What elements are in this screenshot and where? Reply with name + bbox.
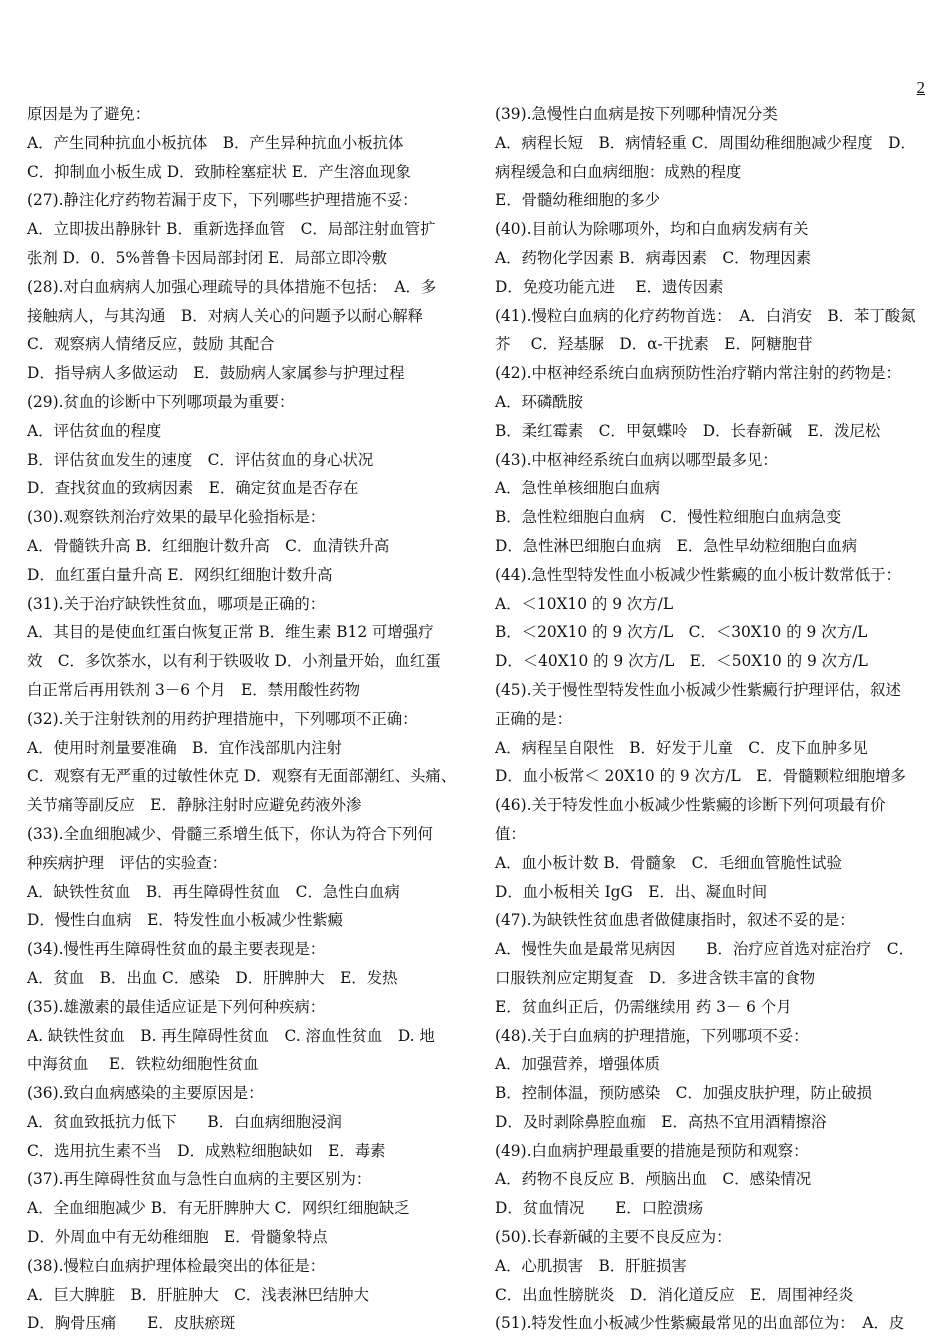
text-line: C．出血性膀胱炎 D．消化道反应 E．周围神经炎 (495, 1285, 854, 1304)
text-line: 值： (495, 824, 526, 843)
text-line: D．＜40X10 的 9 次方/L E．＜50X10 的 9 次方/L (495, 652, 868, 671)
text-line: (32).关于注射铁剂的用药护理措施中，下列哪项不正确： (27, 709, 418, 728)
text-line: A．心肌损害 B．肝脏损害 (495, 1256, 687, 1275)
text-line: (49).白血病护理最重要的措施是预防和观察： (495, 1141, 809, 1160)
text-line: (29).贫血的诊断中下列哪项最为重要： (27, 392, 295, 411)
text-line: A．病程呈自限性 B．好发于儿童 C．皮下血肿多见 (495, 738, 868, 757)
text-line: (35).雄激素的最佳适应证是下列何种疾病： (27, 997, 326, 1016)
text-line: D．慢性白血病 E．特发性血小板减少性紫癜 (27, 911, 343, 930)
text-line: D．及时剥除鼻腔血痂 E．高热不宜用酒精擦浴 (495, 1112, 827, 1131)
text-line: D．外周血中有无幼稚细胞 E．骨髓象特点 (27, 1228, 328, 1247)
text-line: (33).全血细胞减少、骨髓三系增生低下，你认为符合下列何 (27, 824, 433, 843)
text-line: 种疾病护理 评估的实验查： (27, 853, 228, 872)
text-line: (37).再生障碍性贫血与急性白血病的主要区别为： (27, 1170, 372, 1189)
text-line: (40).目前认为除哪项外，均和白血病发病有关 (495, 220, 809, 239)
text-line: (46).关于特发性血小板减少性紫癜的诊断下列何项最有价 (495, 796, 886, 815)
text-line: A．环磷酰胺 (495, 392, 584, 411)
text-line: A．使用时剂量要准确 B．宜作浅部肌内注射 (27, 738, 342, 757)
text-line: A．血小板计数 B．骨髓象 C．毛细血管脆性试验 (495, 853, 842, 872)
text-line: 张剂 D．0．5%普鲁卡因局部封闭 E．局部立即冷敷 (27, 248, 387, 267)
text-line: A．产生同种抗血小板抗体 B．产生异种抗血小板抗体 (27, 133, 404, 152)
text-line: A．急性单核细胞白血病 (495, 479, 661, 498)
text-line: 原因是为了避免： (27, 105, 151, 123)
text-line: 中海贫血 E．铁粒幼细胞性贫血 (27, 1055, 259, 1074)
text-line: (31).关于治疗缺铁性贫血，哪项是正确的： (27, 594, 326, 613)
text-line: 正确的是： (495, 709, 572, 728)
text-line: (27).静注化疗药物若漏于皮下，下列哪些护理措施不妥： (27, 191, 418, 210)
text-line: (44).急性型特发性血小板减少性紫癜的血小板计数常低于： (495, 565, 901, 584)
text-line: (34).慢性再生障碍性贫血的最主要表现是： (27, 940, 326, 959)
text-line: (45).关于慢性型特发性血小板减少性紫癜行护理评估，叙述 (495, 680, 901, 699)
right-column (495, 100, 930, 1338)
text-line: D．指导病人多做运动 E．鼓励病人家属参与护理过程 (27, 364, 405, 383)
text-line: (38).慢粒白血病护理体检最突出的体征是： (27, 1256, 326, 1275)
text-line: B．控制体温，预防感染 C．加强皮肤护理，防止破损 (495, 1084, 873, 1103)
text-line: A．慢性失血是最常见病因 B．治疗应首选对症治疗 C． (495, 940, 914, 959)
text-line: A．其目的是使血红蛋白恢复正常 B．维生素 B12 可增强疗 (27, 623, 434, 642)
text-line: C．观察病人情绪反应，鼓励 其配合 (27, 335, 275, 354)
text-line: A．评估贫血的程度 (27, 421, 162, 440)
text-line: 病程缓急和白血病细胞：成熟的程度 (495, 162, 742, 181)
text-line: 接触病人，与其沟通 B．对病人关心的问题予以耐心解释 (27, 306, 424, 325)
text-line: (43).中枢神经系统白血病以哪型最多见： (495, 450, 778, 469)
text-line: A．病程长短 B．病情轻重 C．周围幼稚细胞减少程度 D． (495, 133, 916, 152)
text-line: A．立即拔出静脉针 B．重新选择血管 C．局部注射血管扩 (27, 220, 436, 239)
text-line: B．评估贫血发生的速度 C．评估贫血的身心状况 (27, 450, 374, 469)
text-line: A．全血细胞减少 B．有无肝脾肿大 C．网织红细胞缺乏 (27, 1199, 410, 1218)
text-line: (41).慢粒白血病的化疗药物首选： A．白消安 B．苯丁酸氮 (495, 306, 916, 325)
text-line: (47).为缺铁性贫血患者做健康指时，叙述不妥的是： (495, 911, 855, 930)
text-line: D．胸骨压痛 E．皮肤瘀斑 (27, 1314, 236, 1333)
text-line: E．骨髓幼稚细胞的多少 (495, 191, 661, 210)
text-line: C．选用抗生素不当 D．成熟粒细胞缺如 E．毒素 (27, 1141, 386, 1160)
text-line: 芥 C．羟基脲 D．α-干扰素 E．阿糖胞苷 (495, 335, 813, 354)
text-line: 关节痛等副反应 E．静脉注射时应避免药液外渗 (27, 796, 362, 815)
text-line: A．贫血致抵抗力低下 B．白血病细胞浸润 (27, 1112, 342, 1131)
text-line: 口服铁剂应定期复查 D．多进含铁丰富的食物 (495, 968, 816, 987)
text-line: D．血红蛋白量升高 E．网织红细胞计数升高 (27, 565, 333, 584)
text-line: A．巨大脾脏 B．肝脏肿大 C．浅表淋巴结肿大 (27, 1285, 370, 1304)
text-line: B．＜20X10 的 9 次方/L C．＜30X10 的 9 次方/L (495, 623, 868, 642)
text-line: (39).急慢性白血病是按下列哪种情况分类 (495, 105, 778, 123)
text-line: (30).观察铁剂治疗效果的最早化验指标是： (27, 508, 326, 527)
text-line: A．药物化学因素 B．病毒因素 C．物理因素 (495, 248, 812, 267)
text-line: A．药物不良反应 B．颅脑出血 C．感染情况 (495, 1170, 812, 1189)
text-line: A．缺铁性贫血 B．再生障碍性贫血 C．急性白血病 (27, 882, 400, 901)
text-line: D．血小板相关 IgG E．出、凝血时间 (495, 882, 768, 901)
text-line: C．抑制血小板生成 D．致肺栓塞症状 E．产生溶血现象 (27, 162, 411, 181)
text-line: A．＜10X10 的 9 次方/L (495, 594, 674, 613)
text-line: B．急性粒细胞白血病 C．慢性粒细胞白血病急变 (495, 508, 842, 527)
text-line: D．急性淋巴细胞白血病 E．急性早幼粒细胞白血病 (495, 536, 858, 555)
text-line: D．血小板常＜ 20X10 的 9 次方/L E．骨髓颗粒细胞增多 (495, 767, 906, 786)
text-line: (28).对白血病病人加强心理疏导的具体措施不包括： A．多 (27, 277, 437, 296)
text-line: D．免疫功能亢进 E．遗传因素 (495, 277, 724, 296)
text-line: C．观察有无严重的过敏性休克 D．观察有无面部潮红、头痛、 (27, 767, 457, 786)
text-line: B．柔红霉素 C．甲氨蝶呤 D．长春新碱 E．泼尼松 (495, 421, 881, 440)
text-line: D．贫血情况 E．口腔溃疡 (495, 1199, 704, 1218)
page-number: 2 (916, 78, 925, 97)
text-line: (42).中枢神经系统白血病预防性治疗鞘内常注射的药物是： (495, 364, 901, 383)
text-line: (36).致白血病感染的主要原因是： (27, 1084, 264, 1103)
text-line: A. 缺铁性贫血 B. 再生障碍性贫血 C. 溶血性贫血 D. 地 (27, 1026, 435, 1045)
left-column (27, 100, 467, 1338)
text-line: (48).关于白血病的护理措施，下列哪项不妥： (495, 1026, 809, 1045)
text-line: (51).特发性血小板减少性紫癜最常见的出血部位为： A．皮 (495, 1314, 905, 1333)
text-line: 白正常后再用铁剂 3－6 个月 E．禁用酸性药物 (27, 680, 361, 699)
text-line: 效 C．多饮茶水，以有利于铁吸收 D．小剂量开始，血红蛋 (27, 652, 441, 671)
text-line: A．加强营养，增强体质 (495, 1055, 661, 1074)
text-line: D．查找贫血的致病因素 E．确定贫血是否存在 (27, 479, 359, 498)
text-line: (50).长春新碱的主要不良反应为： (495, 1228, 732, 1247)
text-line: A．骨髓铁升高 B．红细胞计数升高 C．血清铁升高 (27, 536, 390, 555)
text-line: E．贫血纠正后，仍需继续用 药 3－ 6 个月 (495, 997, 792, 1016)
text-line: A．贫血 B．出血 C．感染 D．肝脾肿大 E．发热 (27, 968, 398, 987)
